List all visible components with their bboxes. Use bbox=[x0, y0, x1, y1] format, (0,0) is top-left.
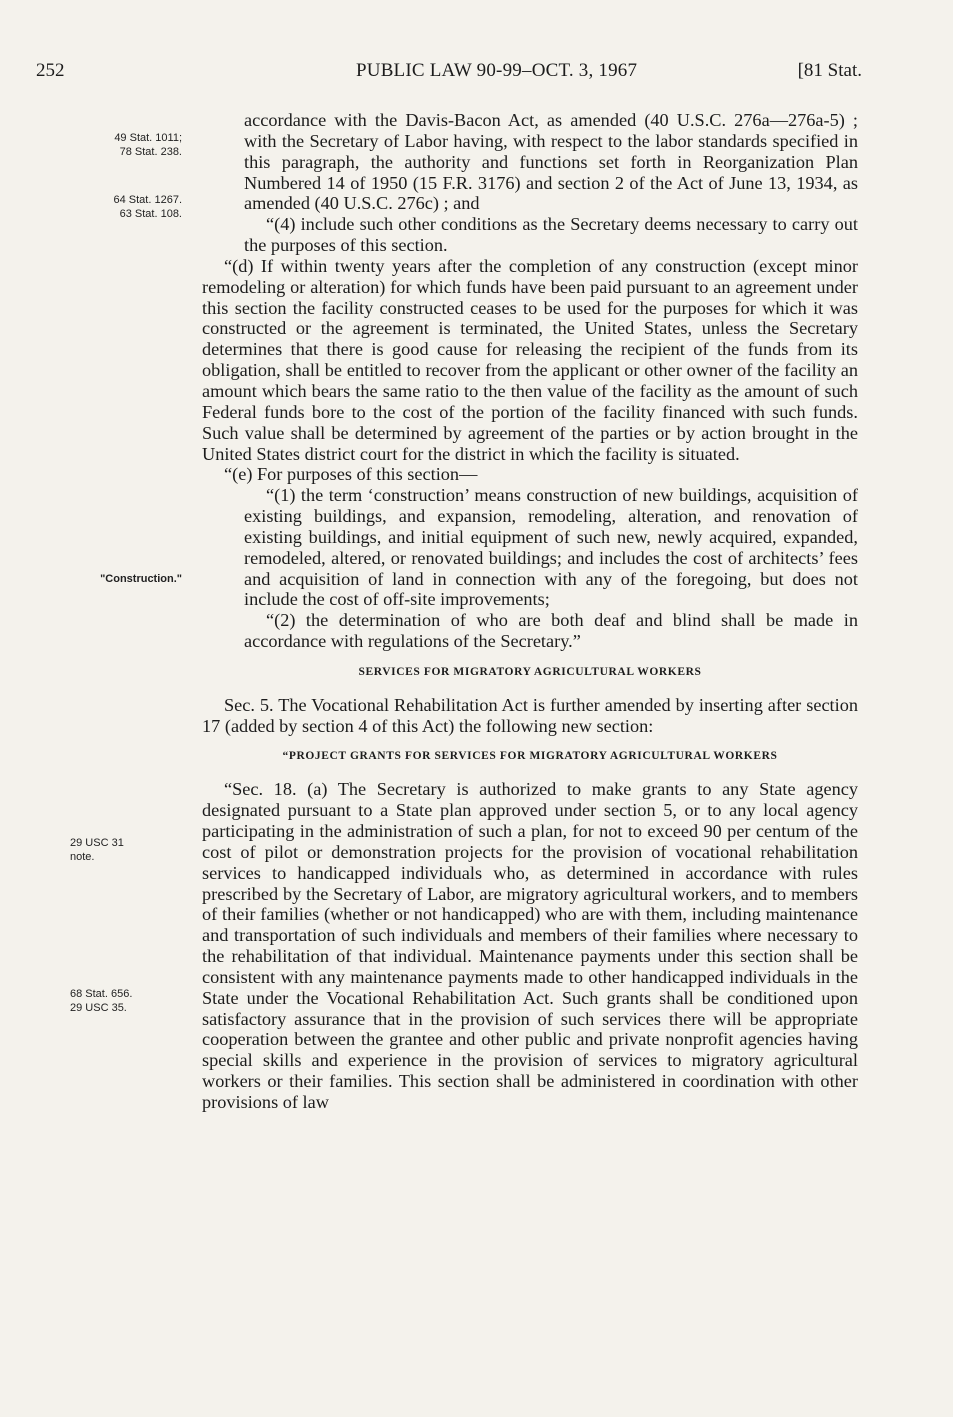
paragraph-e: “(e) For purposes of this section— bbox=[224, 464, 478, 485]
margin-note-line: 64 Stat. 1267. bbox=[113, 194, 182, 206]
page-number: 252 bbox=[36, 60, 65, 81]
section-heading: “PROJECT GRANTS FOR SERVICES FOR MIGRATORY AGRICULTURAL WORKERS bbox=[282, 750, 778, 763]
paragraph-4: “(4) include such other conditions as the Secretary deems necessary to carry out the purposes of this section. bbox=[244, 214, 858, 256]
section-heading: SERVICES FOR MIGRATORY AGRICULTURAL WORKERS bbox=[358, 665, 702, 678]
paragraph-e-1: “(1) the term ‘construction’ means construction of new buildings, acquisition of existing buildings, and expansion, remodeling, alteration, and renovation of existing buildings, and initial equipment of such new, newly acquired, expanded, remodeled, altered, or renovated buildings; and includes the cost of architects’ fees and acquisition of land in connection with any of the foregoing, but does not include the cost of off-site improvements; bbox=[244, 485, 858, 610]
margin-note-line: 29 USC 31 bbox=[70, 837, 124, 849]
margin-note-line: 78 Stat. 238. bbox=[119, 146, 182, 158]
statute-text bbox=[202, 110, 858, 1113]
paragraph-sec-18: “Sec. 18. (a) The Secretary is authorized to make grants to any State agency designated pursuant to a State plan approved under section 5, or to any local agency participating in the administration of such a plan, for not to exceed 90 per centum of the cost of pilot or demonstration projects for the provision of vocational rehabilitation services to handicapped individuals who, as determined in accordance with rules prescribed by the Secretary of Labor, are migratory agricultural workers, and to members of their families (whether or not handicapped) who are with them, including maintenance and transportation of such individuals and members of their families where necessary to the rehabilitation of that individual. Maintenance payments under this section shall be consistent with any maintenance payments made to other handicapped individuals in the State under the Vocational Rehabilitation Act. Such grants shall be conditioned upon satisfactory assurance that in the provision of such services there will be appropriate cooperation between the grantee and other public and private nonprofit agencies having special skills and experience in the provision of services to migratory agricultural workers or their families. This section shall be administered in coordination with other provisions of law bbox=[202, 779, 858, 1112]
statute-volume: [81 Stat. bbox=[797, 60, 862, 81]
paragraph-davis-bacon: accordance with the Davis-Bacon Act, as amended (40 U.S.C. 276a—276a-5) ; with the Secretary of Labor having, with respect to the labor standards specified in this paragraph, the authority and functions set forth in Reorganization Plan Numbered 14 of 1950 (15 F.R. 3176) and section 2 of the Act of June 13, 1934, as amended (40 U.S.C. 276c) ; and bbox=[244, 110, 858, 214]
paragraph-e-2: “(2) the determination of who are both deaf and blind shall be made in accordance with regulations of the Secretary.” bbox=[244, 610, 858, 652]
margin-note-3 bbox=[42, 572, 182, 586]
paragraph-d: “(d) If within twenty years after the completion of any construction (except minor remodeling or alteration) for which funds have been paid pursuant to an agreement under this section the facility constructed ceases to be used for the purposes for which it was constructed or the agreement is terminated, the United States, unless the Secretary determines that there is good cause for releasing the recipient of the funds from its obligation, shall be entitled to recover from the applicant or other owner of the facility an amount which bears the same ratio to the then value of the facility as the amount of such Federal funds bore to the cost of the portion of the facility financed with such funds. Such value shall be determined by agreement of the parties or by action brought in the United States district court for the district in which the facility is situated. bbox=[202, 255, 858, 464]
margin-note-line: 68 Stat. 656. bbox=[70, 988, 133, 1000]
margin-note-5 bbox=[70, 987, 210, 1015]
running-title: PUBLIC LAW 90-99–OCT. 3, 1967 bbox=[356, 60, 638, 81]
paragraph-sec-5: Sec. 5. The Vocational Rehabilitation Act is further amended by inserting after section 17 (added by section 4 of this Act) the following new section: bbox=[202, 694, 858, 736]
margin-note-line: "Construction." bbox=[100, 573, 182, 585]
margin-note-line: 63 Stat. 108. bbox=[119, 208, 182, 220]
margin-note-line: note. bbox=[70, 851, 95, 863]
margin-note-line: 49 Stat. 1011; bbox=[114, 132, 182, 144]
margin-note-4 bbox=[70, 836, 210, 864]
margin-note-1 bbox=[42, 131, 182, 159]
margin-note-line: 29 USC 35. bbox=[70, 1002, 127, 1014]
margin-note-2 bbox=[42, 193, 182, 221]
page-header bbox=[36, 60, 862, 86]
